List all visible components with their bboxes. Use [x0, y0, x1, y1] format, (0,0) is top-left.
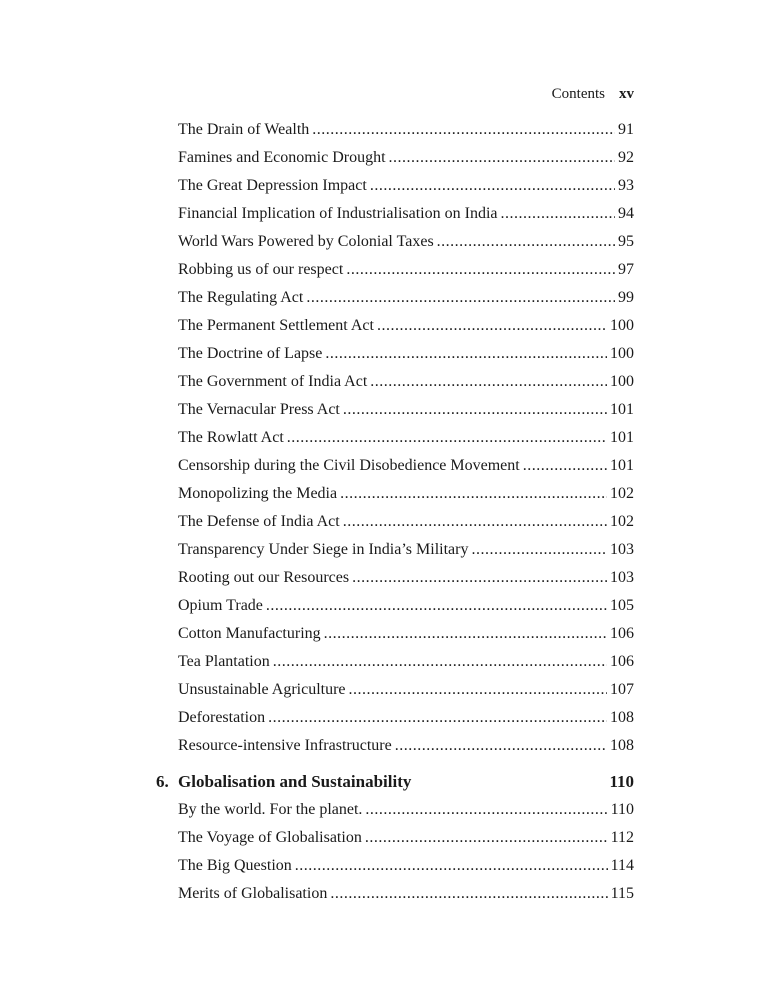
toc-entry-page: 102 [610, 485, 634, 502]
toc-entry[interactable] [178, 824, 634, 852]
dot-leader [471, 536, 607, 564]
toc-section-6-entries [156, 796, 634, 908]
toc-entry[interactable] [178, 172, 634, 200]
toc-entry-page: 101 [610, 401, 634, 418]
toc-entry-title: World Wars Powered by Colonial Taxes [178, 233, 434, 250]
table-of-contents [156, 116, 634, 908]
toc-entry-title: The Government of India Act [178, 373, 368, 390]
dot-leader [306, 284, 615, 312]
toc-entry-title: The Rowlatt Act [178, 429, 284, 446]
dot-leader [395, 732, 607, 760]
toc-entry-title: The Great Depression Impact [178, 177, 367, 194]
toc-entry-page: 93 [618, 177, 634, 194]
toc-entry-page: 102 [610, 513, 634, 530]
dot-leader [365, 824, 608, 852]
toc-entry-title: Tea Plantation [178, 653, 270, 670]
chapter-number: 6. [156, 772, 169, 791]
dot-leader [352, 564, 607, 592]
dot-leader [349, 676, 607, 704]
toc-entry-page: 100 [610, 317, 634, 334]
toc-entry-page: 97 [618, 261, 634, 278]
toc-entry-page: 110 [610, 801, 634, 818]
dot-leader [523, 452, 607, 480]
toc-entry-page: 108 [610, 709, 634, 726]
toc-entry-page: 115 [610, 885, 634, 902]
toc-entry[interactable] [178, 508, 634, 536]
dot-leader [377, 312, 607, 340]
toc-entry[interactable] [178, 592, 634, 620]
toc-entry-page: 108 [610, 737, 634, 754]
header-label: Contents [551, 86, 605, 102]
dot-leader [324, 620, 607, 648]
dot-leader [437, 228, 615, 256]
toc-entry-title: Deforestation [178, 709, 266, 726]
toc-entry-page: 94 [618, 205, 634, 222]
toc-entry[interactable] [178, 340, 634, 368]
toc-entry-title: Robbing us of our respect [178, 261, 344, 278]
dot-leader [325, 340, 607, 368]
dot-leader [273, 648, 607, 676]
toc-entry[interactable] [178, 396, 634, 424]
toc-entry-title: Merits of Globalisation [178, 885, 328, 902]
toc-entry[interactable] [178, 116, 634, 144]
header-page-number: xv [619, 86, 634, 102]
dot-leader [370, 368, 607, 396]
toc-entry[interactable] [178, 620, 634, 648]
toc-entry[interactable] [178, 704, 634, 732]
toc-entry-title: The Voyage of Globalisation [178, 829, 362, 846]
toc-entry-title: Famines and Economic Drought [178, 149, 386, 166]
toc-entry[interactable] [178, 452, 634, 480]
toc-entry-page: 112 [610, 829, 634, 846]
toc-entry-page: 114 [610, 857, 634, 874]
dot-leader [330, 880, 607, 908]
toc-entry-page: 100 [610, 345, 634, 362]
toc-entry-page: 103 [610, 541, 634, 558]
toc-entry-title: The Defense of India Act [178, 513, 340, 530]
toc-entry-page: 103 [610, 569, 634, 586]
dot-leader [370, 172, 615, 200]
toc-entry[interactable] [178, 564, 634, 592]
toc-entry-title: By the world. For the planet. [178, 801, 363, 818]
chapter-page: 110 [609, 772, 634, 791]
toc-entry-page: 107 [610, 681, 634, 698]
toc-entry-title: Resource-intensive Infrastructure [178, 737, 392, 754]
toc-entry[interactable] [178, 144, 634, 172]
toc-entry-title: Transparency Under Siege in India’s Military [178, 541, 469, 558]
dot-leader [389, 144, 615, 172]
toc-entry[interactable] [178, 676, 634, 704]
toc-entry-title: The Doctrine of Lapse [178, 345, 323, 362]
toc-entry-page: 101 [610, 429, 634, 446]
toc-entry-page: 100 [610, 373, 634, 390]
toc-entry[interactable] [178, 648, 634, 676]
toc-entry-title: The Big Question [178, 857, 292, 874]
dot-leader [266, 592, 607, 620]
toc-entry-page: 95 [618, 233, 634, 250]
dot-leader [312, 116, 615, 144]
toc-entry[interactable] [178, 256, 634, 284]
toc-entry[interactable] [178, 284, 634, 312]
toc-entry-title: Rooting out our Resources [178, 569, 350, 586]
toc-entry-page: 101 [610, 457, 634, 474]
toc-entry-title: The Vernacular Press Act [178, 401, 340, 418]
dot-leader [346, 256, 615, 284]
dot-leader [500, 200, 615, 228]
toc-entry[interactable] [178, 732, 634, 760]
toc-entry[interactable] [178, 424, 634, 452]
toc-entry[interactable] [178, 200, 634, 228]
dot-leader [343, 508, 607, 536]
toc-entry[interactable] [178, 852, 634, 880]
chapter-title: Globalisation and Sustainability [178, 772, 412, 791]
running-header [552, 84, 634, 104]
dot-leader [340, 480, 607, 508]
dot-leader [287, 424, 607, 452]
toc-entry-title: Monopolizing the Media [178, 485, 338, 502]
toc-entry-title: The Regulating Act [178, 289, 304, 306]
toc-entry-page: 106 [610, 653, 634, 670]
toc-entry[interactable] [178, 880, 634, 908]
toc-entry-title: Opium Trade [178, 597, 263, 614]
toc-entry-title: The Drain of Wealth [178, 121, 310, 138]
toc-entry[interactable] [178, 312, 634, 340]
toc-entry[interactable] [178, 796, 634, 824]
toc-entry-page: 92 [618, 149, 634, 166]
toc-entry-title: Unsustainable Agriculture [178, 681, 346, 698]
toc-entry[interactable] [178, 536, 634, 564]
toc-entry-title: Censorship during the Civil Disobedience Movement [178, 457, 520, 474]
toc-entry-title: Financial Implication of Industrialisation on India [178, 205, 498, 222]
toc-entry-title: Cotton Manufacturing [178, 625, 321, 642]
toc-entry[interactable] [178, 228, 634, 256]
toc-entry[interactable] [178, 480, 634, 508]
toc-section-5-entries [156, 116, 634, 760]
dot-leader [365, 796, 607, 824]
dot-leader [343, 396, 607, 424]
chapter-heading[interactable] [156, 768, 634, 796]
dot-leader [295, 852, 608, 880]
toc-entry[interactable] [178, 368, 634, 396]
dot-leader [268, 704, 607, 732]
toc-entry-page: 106 [610, 625, 634, 642]
toc-entry-page: 105 [610, 597, 634, 614]
toc-entry-page: 99 [618, 289, 634, 306]
toc-entry-page: 91 [618, 121, 634, 138]
toc-entry-title: The Permanent Settlement Act [178, 317, 374, 334]
